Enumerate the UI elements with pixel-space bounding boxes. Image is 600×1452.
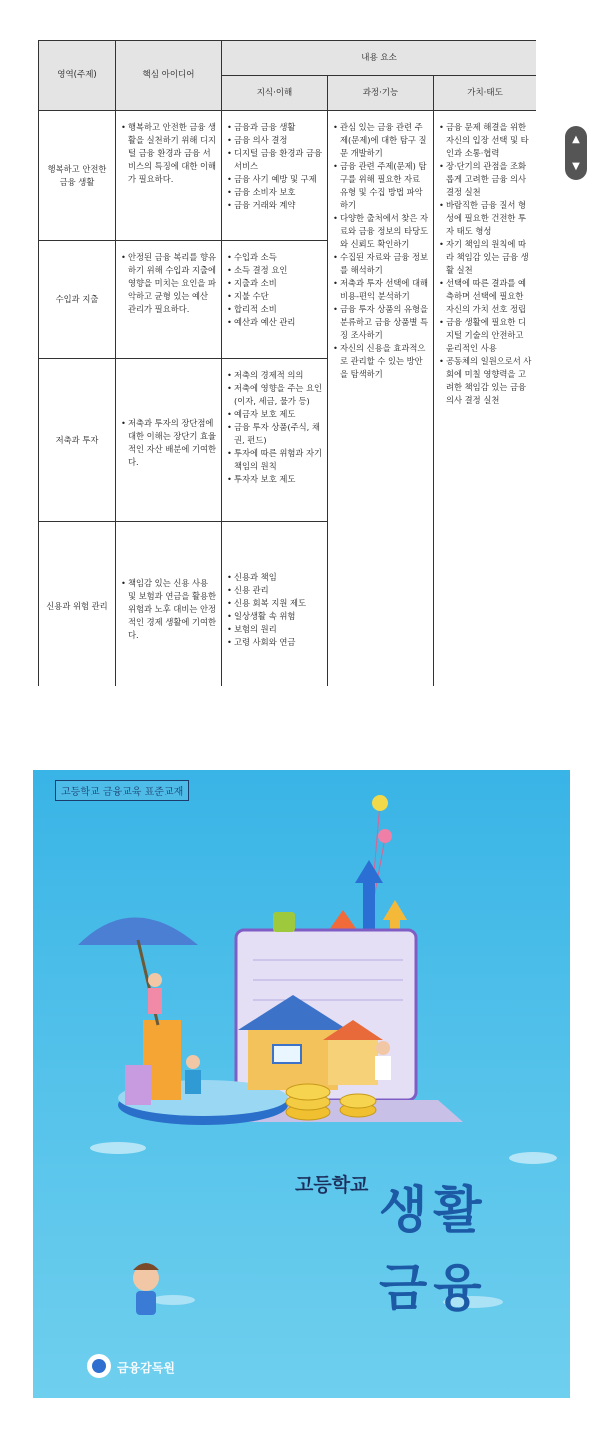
chevron-down-icon[interactable]: ▼ <box>572 161 580 172</box>
area-cell: 수입과 지출 <box>39 241 116 359</box>
process-cell: • 관심 있는 금융 관련 주제(문제)에 대한 탐구 질문 개발하기 • 금융 관련 주제(문제) 탐구를 위해 필요한 자료 유형 및 수집 방법 파악하기 • 다양한 출처에서 찾은 자료와 금융 정보의 타당도와 신뢰도 확인하기 • 수집된 자료와 금융 정보를 해석하기 • 저축과 투자 선택에 대해 비용-편익 분석하기 • 금융 투자 상품의 유형을 분류하고 금융 상품별 특징 조사하기 • 자신의 신용을 효과적으로 관리할 수 있는 방안을 탐색하기 <box>328 111 434 687</box>
knowledge-cell: • 금융과 금융 생활 • 금융 의사 결정 • 디지털 금융 환경과 금융 서비스 • 금융 사기 예방 및 구제 • 금융 소비자 보호 • 금융 거래와 계약 <box>222 111 328 241</box>
book-cover <box>33 770 570 1398</box>
cover-grade: 고등학교 <box>295 1174 369 1196</box>
table-row <box>39 111 537 241</box>
header-values: 가치·태도 <box>434 76 537 111</box>
cover-illustration <box>33 770 570 1398</box>
knowledge-cell: • 수입과 소득 • 소득 결정 요인 • 지출과 소비 • 지불 수단 • 합리적 소비 • 예산과 예산 관리 <box>222 241 328 359</box>
area-cell: 저축과 투자 <box>39 359 116 522</box>
core-idea-cell: • 안정된 금융 복리를 향유하기 위해 수입과 지출에 영향을 미치는 요인을 파악하고 균형 있는 예산 관리가 필요하다. <box>116 241 222 359</box>
header-knowledge: 지식·이해 <box>222 76 328 111</box>
curriculum-table <box>38 40 536 686</box>
chevron-up-icon[interactable]: ▲ <box>572 134 580 145</box>
curriculum-table-section <box>38 40 536 686</box>
page-scroll-control[interactable] <box>565 126 587 180</box>
core-idea-cell: • 행복하고 안전한 금융 생활을 실천하기 위해 디지털 금융 환경과 금융 서비스의 특징에 대한 이해가 필요하다. <box>116 111 222 241</box>
header-core-idea: 핵심 아이디어 <box>116 41 222 111</box>
knowledge-cell: • 저축의 경제적 의의 • 저축에 영향을 주는 요인(이자, 세금, 물가 등) • 예금자 보호 제도 • 금융 투자 상품(주식, 채권, 펀드) • 투자에 따른 위험과 자기 책임의 원칙 • 투자자 보호 제도 <box>222 359 328 522</box>
header-area: 영역(주제) <box>39 41 116 111</box>
header-content-elements: 내용 요소 <box>222 41 537 76</box>
area-cell: 신용과 위험 관리 <box>39 522 116 687</box>
core-idea-cell: • 책임감 있는 신용 사용 및 보험과 연금을 활용한 위험과 노후 대비는 안정적인 경제 생활에 기여한다. <box>116 522 222 687</box>
area-cell: 행복하고 안전한 금융 생활 <box>39 111 116 241</box>
cover-title-line2: 금융 <box>379 1259 488 1317</box>
cover-title-line1: 생활 <box>379 1181 488 1239</box>
knowledge-cell: • 신용과 책임 • 신용 관리 • 신용 회복 지원 제도 • 일상생활 속 위험 • 보험의 원리 • 고령 사회와 연금 <box>222 522 328 687</box>
series-label: 고등학교 금융교육 표준교재 <box>55 780 189 801</box>
header-process: 과정·기능 <box>328 76 434 111</box>
core-idea-cell: • 저축과 투자의 장단점에 대한 이해는 장단기 효율적인 자산 배분에 기여한다. <box>116 359 222 522</box>
publisher-name: 금융감독원 <box>117 1361 175 1375</box>
values-cell: • 금융 문제 해결을 위한 자신의 입장 선택 및 타인과 소통·협력 • 장·단기의 관점을 조화롭게 고려한 금융 의사 결정 실천 • 바람직한 금융 질서 형성에 필요한 건전한 투자 태도 형성 • 자기 책임의 원칙에 따라 책임감 있는 금융 생활 실천 • 선택에 따른 결과를 예측하며 선택에 필요한 자신의 가치 선호 정립 • 금융 생활에 필요한 디지털 기술의 안전하고 윤리적인 사용 • 공동체의 일원으로서 사회에 미칠 영향력을 고려한 책임감 있는 금융 의사 결정 실천 <box>434 111 537 687</box>
